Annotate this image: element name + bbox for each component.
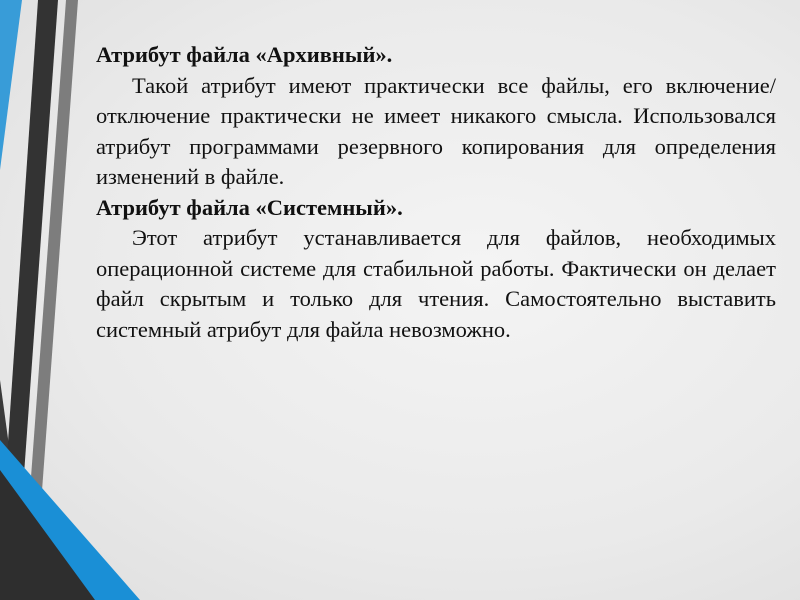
section-heading-system: Атрибут файла «Системный».	[96, 194, 403, 220]
section-heading-archive: Атрибут файла «Архивный».	[96, 42, 393, 67]
section-paragraph-archive: Такой атрибут имеют практически все файлы, его включение/отключение практически не имеет никакого смысла. Использовался атрибут программами резервного копирования для определения изменений в файле.	[96, 72, 776, 189]
section-paragraph-system: Этот атрибут устанавливается для файлов, необходимых операционной системе для стабильной работы. Фактически он делает файл скрытым и только для чтения. Самостоятельно выставить системный атрибут для файла невозможно.	[96, 225, 776, 342]
slide-content	[96, 40, 776, 345]
stripe-blue-top	[0, 0, 22, 170]
